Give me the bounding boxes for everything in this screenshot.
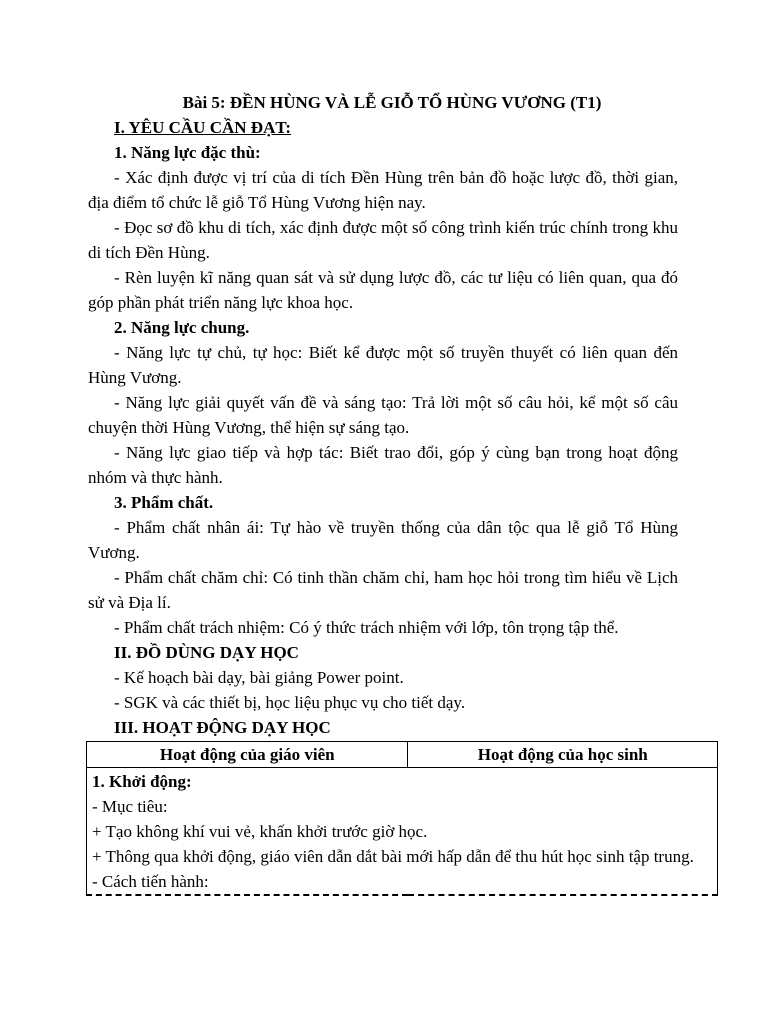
subsection-3-heading: 3. Phẩm chất. xyxy=(114,493,214,512)
document-body xyxy=(88,90,678,740)
warmup-heading: 1. Khởi động: xyxy=(92,772,192,791)
paragraph: - Rèn luyện kĩ năng quan sát và sử dụng lược đồ, các tư liệu có liên quan, qua đó góp phần phát triển năng lực khoa học. xyxy=(88,268,678,312)
table-line: + Tạo không khí vui vẻ, khấn khởi trước giờ học. xyxy=(92,822,428,841)
paragraph: - Phẩm chất trách nhiệm: Có ý thức trách nhiệm với lớp, tôn trọng tập thể. xyxy=(114,618,619,637)
section-3-heading: III. HOẠT ĐỘNG DẠY HỌC xyxy=(114,718,331,737)
table-line: - Cách tiến hành: xyxy=(92,872,209,891)
paragraph: - Phẩm chất chăm chỉ: Có tinh thần chăm chỉ, ham học hỏi trong tìm hiểu về Lịch sử và Địa lí. xyxy=(88,568,678,612)
subsection-2-heading: 2. Năng lực chung. xyxy=(114,318,250,337)
paragraph: - Phẩm chất nhân ái: Tự hào về truyền thống của dân tộc qua lễ giỗ Tổ Hùng Vương. xyxy=(88,518,678,562)
section-2-heading: II. ĐỒ DÙNG DẠY HỌC xyxy=(114,643,299,662)
paragraph: - Đọc sơ đồ khu di tích, xác định được một số công trình kiến trúc chính trong khu di tích Đền Hùng. xyxy=(88,218,678,262)
paragraph: - Xác định được vị trí của di tích Đền Hùng trên bản đồ hoặc lược đồ, thời gian, địa điểm tổ chức lễ giỗ Tổ Hùng Vương hiện nay. xyxy=(88,168,678,212)
teacher-activity-header: Hoạt động của giáo viên xyxy=(87,742,408,768)
paragraph: - Năng lực giải quyết vấn đề và sáng tạo: Trả lời một số câu hỏi, kể một số câu chuyện thời Hùng Vương, thể hiện sự sáng tạo. xyxy=(88,393,678,437)
table-header-row xyxy=(87,742,718,768)
paragraph: - SGK và các thiết bị, học liệu phục vụ cho tiết dạy. xyxy=(114,693,466,712)
paragraph: - Năng lực giao tiếp và hợp tác: Biết trao đổi, góp ý cùng bạn trong hoạt động nhóm và thực hành. xyxy=(88,443,678,487)
lesson-title: Bài 5: ĐỀN HÙNG VÀ LỄ GIỖ TỔ HÙNG VƯƠNG (T1) xyxy=(182,93,602,112)
section-1-heading: I. YÊU CẦU CẦN ĐẠT: xyxy=(114,118,292,137)
student-activity-header: Hoạt động của học sinh xyxy=(408,742,718,768)
table-row xyxy=(87,768,718,896)
table-line: - Mục tiêu: xyxy=(92,797,168,816)
table-cell xyxy=(87,768,718,896)
paragraph: - Năng lực tự chủ, tự học: Biết kể được một số truyền thuyết có liên quan đến Hùng Vương. xyxy=(88,343,678,387)
activity-table xyxy=(86,741,718,896)
table-line: + Thông qua khởi động, giáo viên dẫn dắt bài mới hấp dẫn để thu hút học sinh tập trung. xyxy=(92,847,694,866)
paragraph: - Kế hoạch bài dạy, bài giảng Power point. xyxy=(114,668,404,687)
subsection-1-heading: 1. Năng lực đặc thù: xyxy=(114,143,261,162)
